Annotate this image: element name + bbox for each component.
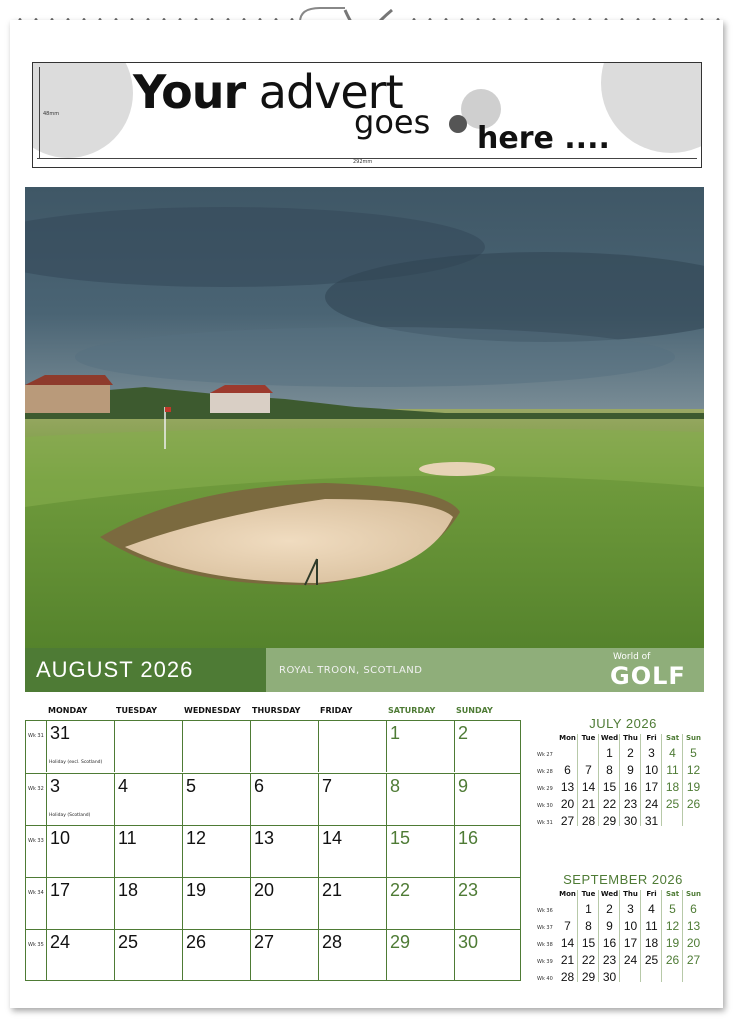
advert-word-advert: advert (258, 65, 403, 119)
day-number: 1 (390, 723, 401, 743)
day-cell (114, 878, 182, 929)
day-cell (250, 826, 318, 877)
day-number: 15 (390, 828, 411, 848)
day-cell (114, 774, 182, 825)
mini-day-header: Sun (685, 734, 701, 742)
mini-day-header: Fri (646, 734, 657, 742)
mini-day-number: 1 (585, 902, 592, 916)
mini-day-number: 20 (686, 936, 701, 950)
day-number: 6 (254, 776, 265, 796)
day-number: 20 (254, 880, 275, 900)
mini-day-number: 14 (581, 780, 596, 794)
width-dimension-label: 292mm (353, 159, 373, 165)
mini-day-number: 10 (623, 919, 638, 933)
month-title-panel (25, 648, 266, 692)
mini-calendar-july (537, 716, 709, 831)
day-cell (318, 878, 386, 929)
height-dimension-label: 48mm (43, 111, 60, 117)
mini-day-number: 25 (644, 953, 659, 967)
day-cell (250, 774, 318, 825)
mini-day-header: Thu (623, 890, 638, 898)
day-cell (114, 826, 182, 877)
mini-day-number: 27 (560, 814, 575, 828)
mini-day-number: 2 (606, 902, 613, 916)
day-cell (250, 878, 318, 929)
day-cell (386, 826, 454, 877)
day-name-monday: MONDAY (48, 706, 88, 715)
day-number: 26 (186, 932, 207, 952)
mini-day-number: 13 (686, 919, 701, 933)
day-name-wednesday: WEDNESDAY (184, 706, 241, 715)
day-number: 22 (390, 880, 411, 900)
day-names-row (25, 706, 521, 718)
day-name-friday: FRIDAY (320, 706, 353, 715)
day-number: 9 (458, 776, 469, 796)
mini-day-number: 9 (627, 763, 634, 777)
day-number: 8 (390, 776, 401, 796)
mini-day-number: 4 (648, 902, 655, 916)
day-cell (386, 721, 454, 772)
day-number: 29 (390, 932, 411, 952)
mini-day-number: 2 (627, 746, 634, 760)
week-row (26, 721, 520, 773)
day-cell (250, 930, 318, 981)
mini-week-number: Wk 36 (537, 908, 553, 914)
day-cell (454, 721, 520, 772)
golf-ball-icon (449, 115, 467, 133)
mini-day-number: 3 (648, 746, 655, 760)
mini-calendar-title: SEPTEMBER 2026 (563, 872, 683, 887)
week-number: Wk 32 (28, 786, 44, 792)
week-number: Wk 31 (28, 733, 44, 739)
mini-calendar-title: JULY 2026 (589, 716, 657, 731)
day-number: 10 (50, 828, 71, 848)
advert-decor-circle (601, 62, 702, 153)
day-name-thursday: THURSDAY (252, 706, 301, 715)
week-row (26, 773, 520, 825)
day-number: 12 (186, 828, 207, 848)
mini-day-number: 23 (602, 953, 617, 967)
day-cell (454, 878, 520, 929)
mini-day-header: Thu (623, 734, 638, 742)
mini-day-number: 30 (623, 814, 638, 828)
mini-week-number: Wk 37 (537, 925, 553, 931)
day-number: 25 (118, 932, 139, 952)
mini-day-number: 20 (560, 797, 575, 811)
mini-day-number: 5 (690, 746, 697, 760)
mini-day-number: 13 (560, 780, 575, 794)
mini-day-number: 28 (560, 970, 575, 984)
advert-word-here: here .... (477, 121, 610, 156)
mini-day-number: 22 (581, 953, 596, 967)
mini-day-number: 8 (606, 763, 613, 777)
photo-location: ROYAL TROON, SCOTLAND (279, 665, 423, 676)
day-cell (386, 878, 454, 929)
day-cell (454, 774, 520, 825)
day-number: 24 (50, 932, 71, 952)
mini-day-number: 7 (585, 763, 592, 777)
mini-day-number: 4 (669, 746, 676, 760)
day-number: 28 (322, 932, 343, 952)
day-cell (454, 826, 520, 877)
day-cell (46, 930, 114, 981)
holiday-note: Holiday (Scotland) (49, 813, 91, 818)
day-cell (182, 721, 250, 772)
mini-week-number: Wk 38 (537, 942, 553, 948)
mini-day-number: 17 (623, 936, 638, 950)
mini-day-number: 26 (665, 953, 680, 967)
day-cell (46, 774, 114, 825)
mini-day-header: Mon (559, 734, 576, 742)
mini-day-number: 5 (669, 902, 676, 916)
mini-day-header: Wed (600, 734, 619, 742)
mini-week-number: Wk 31 (537, 820, 553, 826)
mini-day-number: 27 (686, 953, 701, 967)
day-number: 18 (118, 880, 139, 900)
day-cell (250, 721, 318, 772)
day-cell (182, 878, 250, 929)
week-number: Wk 34 (28, 890, 44, 896)
day-cell (182, 774, 250, 825)
month-header-bar (25, 648, 704, 692)
holiday-note: Holiday (excl. Scotland) (49, 760, 103, 765)
mini-day-number: 11 (645, 919, 658, 933)
week-number: Wk 33 (28, 838, 44, 844)
mini-day-header: Fri (646, 890, 657, 898)
mini-day-number: 8 (585, 919, 592, 933)
mini-week-number: Wk 27 (537, 752, 553, 758)
mini-day-number: 23 (623, 797, 638, 811)
brand-logo-text: GOLF (610, 662, 686, 690)
mini-day-number: 18 (644, 936, 659, 950)
mini-day-number: 16 (623, 780, 638, 794)
month-title: AUGUST 2026 (36, 657, 194, 682)
day-number: 16 (458, 828, 479, 848)
mini-day-number: 25 (665, 797, 680, 811)
advert-decor-circle (32, 62, 133, 158)
mini-day-number: 21 (581, 797, 596, 811)
day-cell (182, 826, 250, 877)
day-number: 27 (254, 932, 275, 952)
day-number: 17 (50, 880, 71, 900)
week-number: Wk 35 (28, 942, 44, 948)
day-cell (182, 930, 250, 981)
day-number: 5 (186, 776, 197, 796)
day-number: 14 (322, 828, 343, 848)
day-number: 2 (458, 723, 469, 743)
week-row (26, 929, 520, 981)
mini-week-number: Wk 29 (537, 786, 553, 792)
mini-day-number: 1 (606, 746, 613, 760)
mini-day-number: 21 (560, 953, 575, 967)
dimension-line-vertical (39, 67, 40, 159)
day-cell (386, 774, 454, 825)
mini-day-number: 31 (644, 814, 659, 828)
mini-day-number: 12 (665, 919, 680, 933)
mini-day-number: 6 (564, 763, 571, 777)
day-number: 30 (458, 932, 479, 952)
mini-day-number: 7 (564, 919, 571, 933)
day-cell (46, 721, 114, 772)
day-number: 11 (118, 828, 137, 848)
day-cell (114, 721, 182, 772)
mini-day-number: 14 (560, 936, 575, 950)
mini-day-header: Sat (665, 890, 680, 898)
mini-week-number: Wk 28 (537, 769, 553, 775)
day-cell (46, 826, 114, 877)
brand-small-text: World of (613, 652, 651, 662)
mini-day-number: 24 (644, 797, 659, 811)
mini-day-header: Tue (581, 734, 596, 742)
advert-word-goes: goes (354, 103, 431, 141)
advert-word-your: Your (133, 65, 246, 119)
day-cell (114, 930, 182, 981)
day-number: 21 (322, 880, 343, 900)
mini-day-header: Sun (685, 890, 701, 898)
mini-day-number: 19 (665, 936, 680, 950)
mini-day-number: 28 (581, 814, 596, 828)
golf-course-photo (25, 187, 704, 648)
week-row (26, 825, 520, 877)
day-number: 31 (50, 723, 71, 743)
mini-day-number: 16 (602, 936, 617, 950)
day-name-sunday: SUNDAY (456, 706, 493, 715)
mini-day-number: 9 (606, 919, 613, 933)
mini-day-number: 6 (690, 902, 697, 916)
mini-day-number: 17 (644, 780, 659, 794)
mini-calendar-september (537, 872, 709, 987)
mini-day-number: 29 (581, 970, 596, 984)
day-name-saturday: SATURDAY (388, 706, 436, 715)
day-cell (46, 878, 114, 929)
mini-week-number: Wk 39 (537, 959, 553, 965)
mini-day-number: 15 (581, 936, 596, 950)
day-cell (318, 774, 386, 825)
mini-day-number: 11 (666, 763, 679, 777)
day-cell (454, 930, 520, 981)
mini-day-number: 29 (602, 814, 617, 828)
day-name-tuesday: TUESDAY (116, 706, 158, 715)
mini-day-header: Sat (665, 734, 680, 742)
mini-day-number: 12 (686, 763, 701, 777)
month-grid (25, 720, 521, 981)
mini-day-header: Wed (600, 890, 619, 898)
mini-day-number: 3 (627, 902, 634, 916)
mini-week-number: Wk 40 (537, 976, 553, 982)
day-number: 19 (186, 880, 207, 900)
mini-day-number: 24 (623, 953, 638, 967)
mini-day-number: 10 (644, 763, 659, 777)
mini-day-number: 15 (602, 780, 617, 794)
day-number: 4 (118, 776, 129, 796)
mini-day-number: 30 (602, 970, 617, 984)
mini-day-header: Mon (559, 890, 576, 898)
mini-day-header: Tue (581, 890, 596, 898)
day-number: 7 (322, 776, 333, 796)
mini-day-number: 26 (686, 797, 701, 811)
day-number: 3 (50, 776, 61, 796)
day-cell (386, 930, 454, 981)
mini-day-number: 18 (665, 780, 680, 794)
advert-box (32, 62, 702, 168)
week-row (26, 877, 520, 929)
mini-day-number: 22 (602, 797, 617, 811)
day-number: 13 (254, 828, 275, 848)
day-number: 23 (458, 880, 479, 900)
day-cell (318, 826, 386, 877)
day-cell (318, 930, 386, 981)
mini-day-number: 19 (686, 780, 701, 794)
mini-week-number: Wk 30 (537, 803, 553, 809)
day-cell (318, 721, 386, 772)
